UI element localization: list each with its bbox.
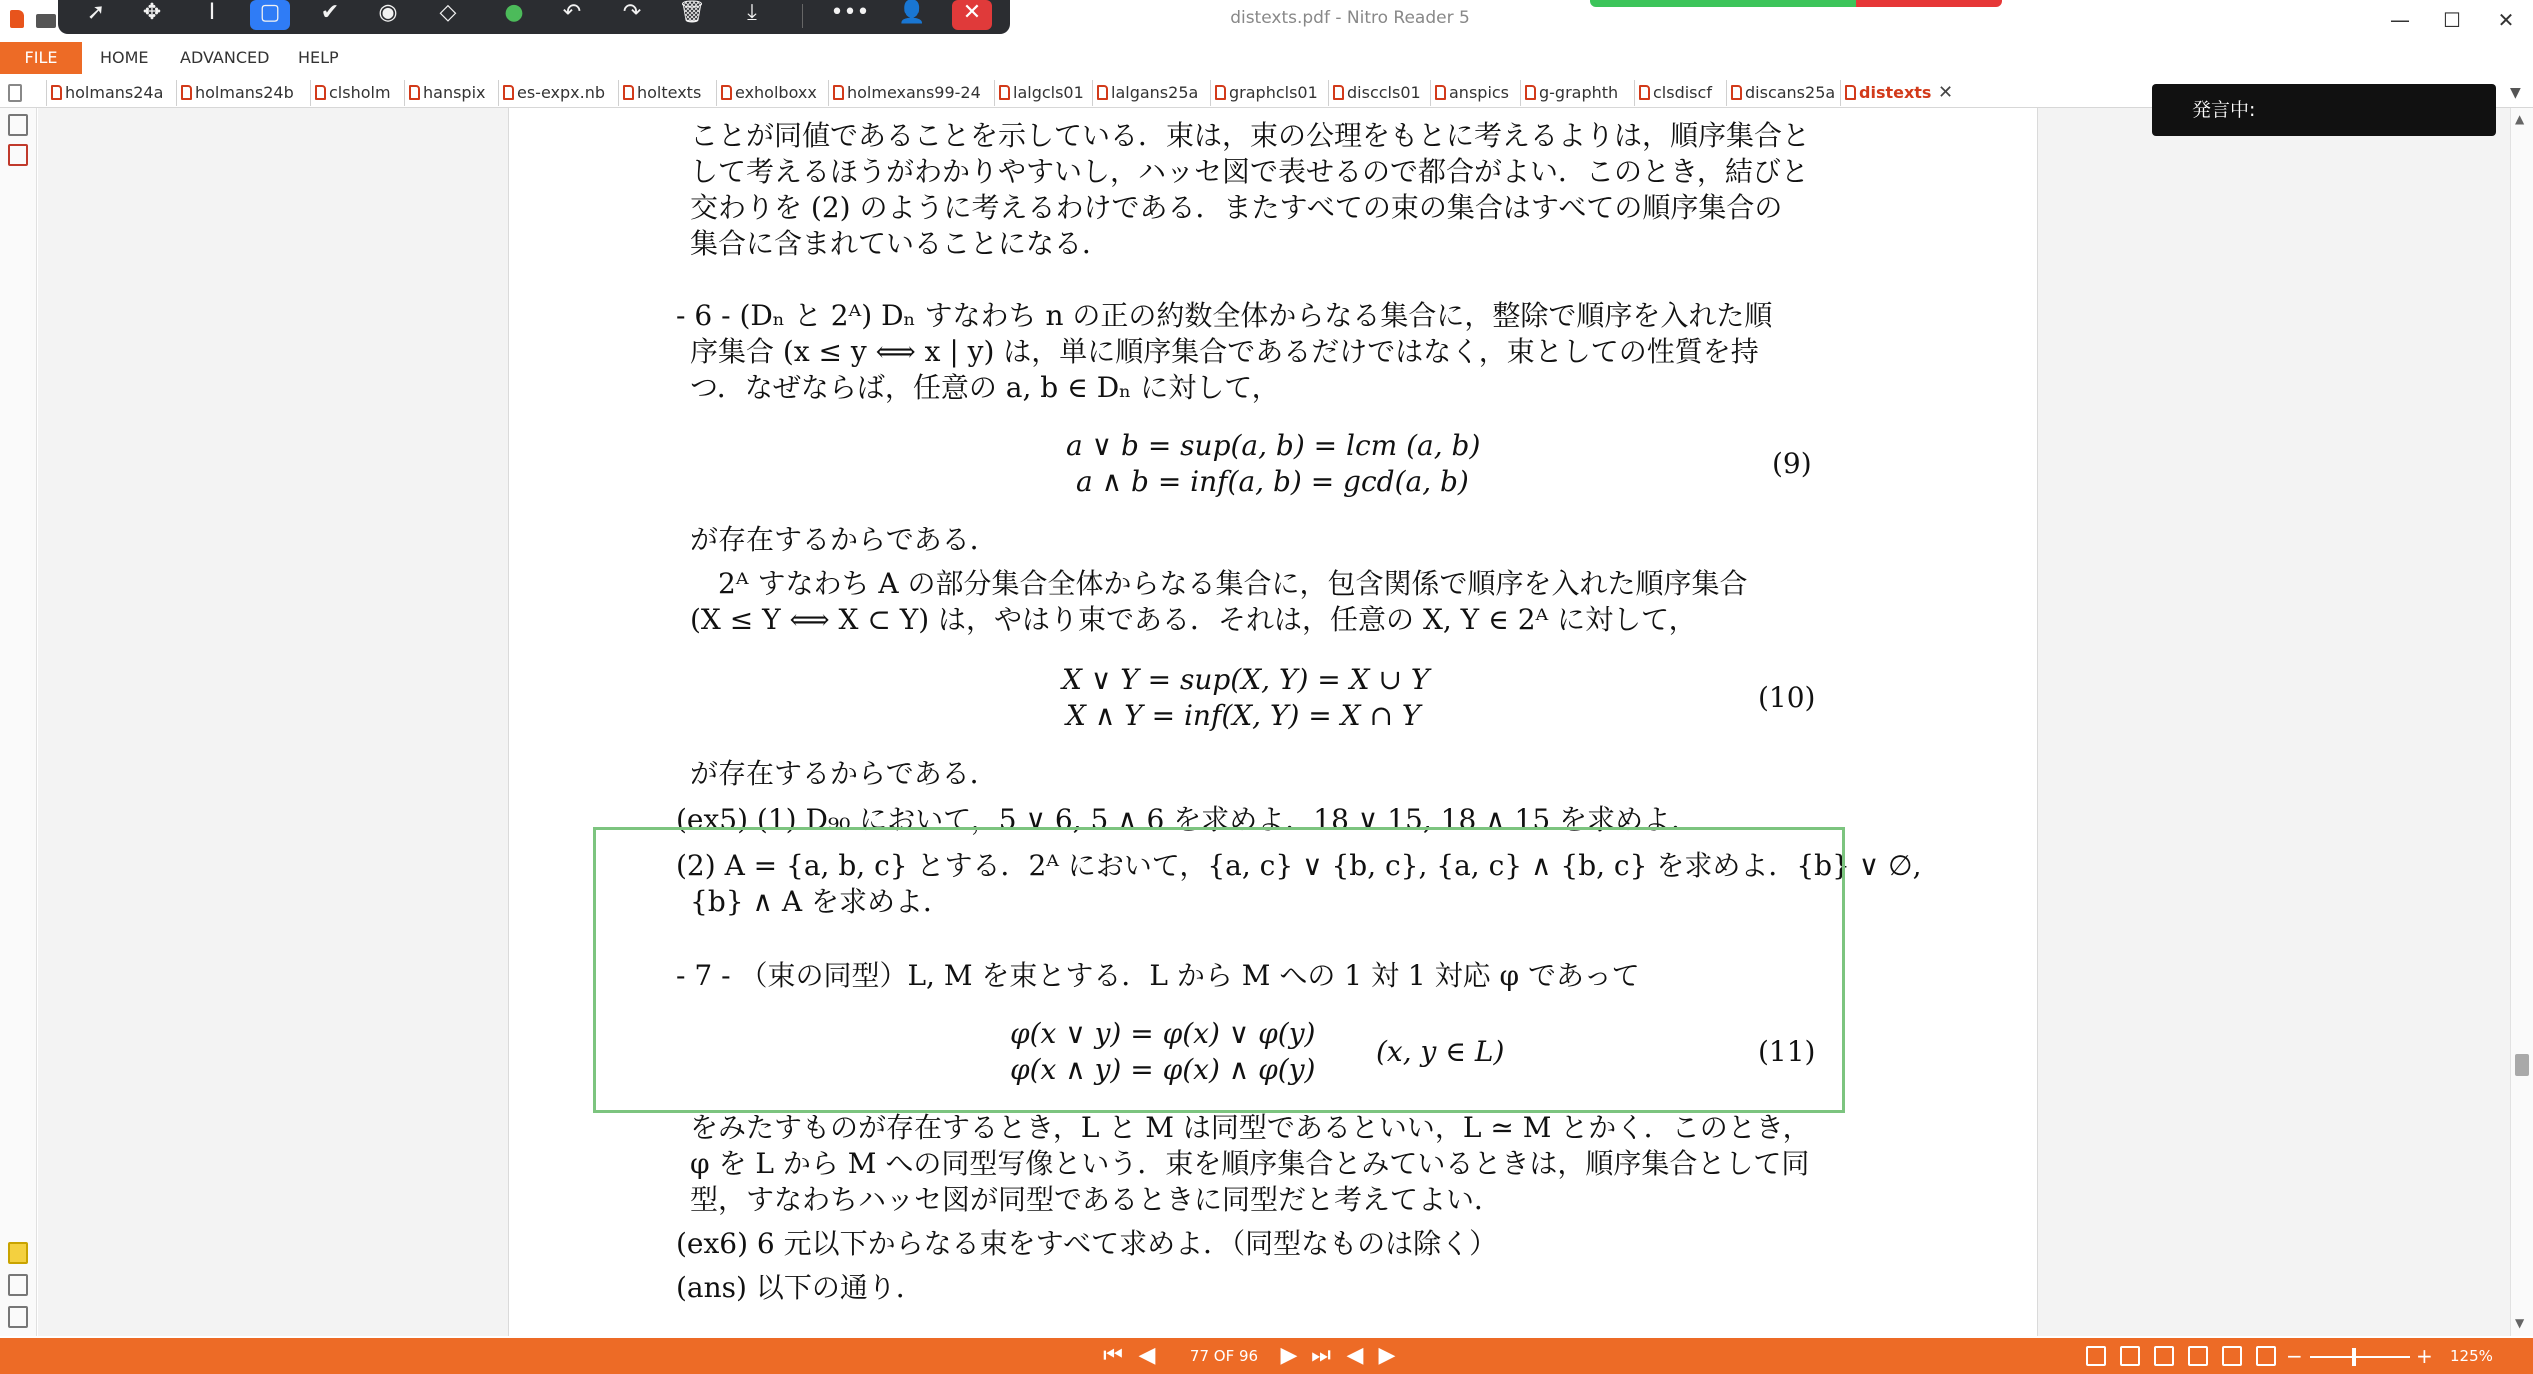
close-icon[interactable]: ✕ [952,0,992,30]
facing-continuous-view-icon[interactable] [2188,1346,2208,1366]
record-icon[interactable]: ◉ [378,0,398,25]
download-icon[interactable]: ⤓ [747,0,757,25]
menu-advanced[interactable]: ADVANCED [180,48,270,67]
select-icon[interactable]: ➚ [86,0,106,25]
pdf-icon [1639,85,1650,100]
recording-level-green [1590,0,1856,7]
eq11-line1: φ(x ∨ y) = φ(x) ∨ φ(y) [1010,1017,1316,1050]
tab-clsholm[interactable]: clsholm [310,80,391,106]
pdf-icon [1845,85,1856,100]
sec7-body-line3: 型，すなわちハッセ図が同型であるときに同型だと考えてよい． [690,1183,1503,1216]
recording-level-red [1856,0,2002,7]
last-page-icon[interactable]: ⏭ [1311,1343,1331,1368]
pdf-icon [1525,85,1536,100]
tab-clsdiscf[interactable]: clsdiscf [1634,80,1712,106]
page-thumbnails-icon[interactable] [8,114,28,136]
pdf-icon [833,85,844,100]
forward-view-icon[interactable]: ▶ [1378,1343,1396,1368]
scroll-up-icon[interactable]: ▲ [2515,112,2525,126]
ans-line: (ans) 以下の通り． [676,1271,924,1304]
tab-g-graphth[interactable]: g-graphth [1520,80,1618,106]
undo-icon[interactable]: ↶ [562,0,582,25]
after-eq9: が存在するからである． [690,523,998,556]
nitro-logo-icon [10,10,24,28]
redo-icon[interactable]: ↷ [622,0,642,25]
zoom-in-button[interactable]: + [2416,1344,2433,1368]
layers-icon[interactable] [8,1306,28,1328]
pdf-icon [1435,85,1446,100]
color-dot-icon[interactable]: ● [504,0,524,25]
sec6-line1: - 6 - (Dₙ と 2ᴬ) Dₙ すなわち n の正の約数全体からなる集合に，整除で順序を入れた順 [676,299,1773,332]
ex5-line3: {b} ∧ A を求めよ． [690,885,951,918]
status-bar [0,1338,2533,1374]
move-icon[interactable]: ✥ [142,0,162,25]
tab-distexts[interactable]: distexts [1840,80,1931,106]
sec7-body-line2: φ を L から M への同型写像という．束を順序集合とみているときは，順序集合として同 [690,1147,1810,1180]
tab-discans25a[interactable]: discans25a [1726,80,1835,106]
tab-holmexans99-24[interactable]: holmexans99-24 [828,80,981,106]
pdf-icon [1333,85,1344,100]
bookmarks-icon[interactable] [8,144,28,166]
close-button[interactable]: ✕ [2497,8,2515,32]
ex5-line1: (ex5) (1) D₉₀ において，5 ∨ 6, 5 ∧ 6 を求めよ．18 ∨ 15, 18 ∧ 15 を求めよ． [676,803,1700,836]
zoom-slider-track[interactable] [2310,1356,2410,1358]
sec7-heading: - 7 - （束の同型）L, M を束とする．L から M への 1 対 1 対応 φ であって [676,959,1640,992]
first-page-icon[interactable]: ⏮ [1103,1343,1123,1368]
more-icon[interactable]: ••• [830,0,870,25]
eq10-number: (10) [1758,681,1816,714]
trash-icon[interactable]: 🗑 [678,0,706,25]
tab-anspics[interactable]: anspics [1430,80,1509,106]
minimize-button[interactable]: — [2390,8,2410,32]
pdf-icon [181,85,192,100]
eq10-line2: X ∧ Y = inf(X, Y) = X ∩ Y [1066,699,1421,732]
page-indicator[interactable]: 77 OF 96 [1189,1347,1259,1365]
tab-close-icon[interactable]: ✕ [1938,82,1954,103]
menu-file[interactable]: FILE [0,42,82,74]
single-page-view-icon[interactable] [2086,1346,2106,1366]
tab-lalgcls01[interactable]: lalgcls01 [994,80,1084,106]
tab-hanspix[interactable]: hanspix [404,80,486,106]
sec6-line2: 序集合 (x ≤ y ⟺ x | y) は，単に順序集合であるだけではなく，束としての性質を持 [690,335,1759,368]
pdf-icon [409,85,420,100]
tab-holtexts[interactable]: holtexts [618,80,701,106]
pdf-icon [503,85,514,100]
ribbon-menu [0,42,2533,74]
tab-holmans24b[interactable]: holmans24b [176,80,294,106]
para2A-line2: (X ≤ Y ⟺ X ⊂ Y) は，やはり束である．それは，任意の X, Y ∈ 2ᴬ に対して， [690,603,1697,636]
tab-es-expx[interactable]: es-expx.nb [498,80,605,106]
para2A-line1: 2ᴬ すなわち A の部分集合全体からなる集合に，包含関係で順序を入れた順序集合 [718,567,1748,600]
para1-line2: して考えるほうがわかりやすいし，ハッセ図で表せるので都合がよい．このとき，結びと [690,155,1809,188]
check-icon[interactable]: ✔ [320,0,340,25]
continuous-view-icon[interactable] [2120,1346,2140,1366]
pdf-icon [1097,85,1108,100]
maximize-button[interactable]: ☐ [2443,8,2461,32]
window-title: distexts.pdf - Nitro Reader 5 [1230,8,1470,28]
menu-help[interactable]: HELP [298,48,339,67]
pdf-icon [1731,85,1742,100]
eq9-number: (9) [1772,447,1812,480]
ex6-line: (ex6) 6 元以下からなる束をすべて求めよ．（同型なものは除く） [676,1227,1498,1260]
sec6-line3: つ．なぜならば，任意の a, b ∈ Dₙ に対して， [690,371,1280,404]
toolbar-divider [802,4,803,28]
page-icon[interactable] [8,84,22,102]
para1-line1: ことが同値であることを示している．束は，束の公理をもとに考えるよりは，順序集合と [690,119,1811,152]
next-page-icon[interactable]: ▶ [1280,1343,1298,1368]
chevron-down-icon[interactable]: ▼ [2510,85,2521,101]
annotation-toolbar [58,0,1010,34]
tab-exholboxx[interactable]: exholboxx [716,80,817,106]
para1-line3: 交わりを (2) のように考えるわけである．またすべての束の集合はすべての順序集合の [690,191,1783,224]
tab-disccls01[interactable]: disccls01 [1328,80,1421,106]
tab-holmans24a[interactable]: holmans24a [46,80,163,106]
pdf-icon [623,85,634,100]
zoom-level[interactable]: 125% [2450,1347,2493,1365]
text-cursor-icon[interactable]: I [208,0,216,25]
tab-lalgans25a[interactable]: lalgans25a [1092,80,1198,106]
eraser-icon[interactable]: ◇ [439,0,457,25]
users-icon[interactable]: 👤 [898,0,926,25]
para1-line4: 集合に含まれていることになる． [690,227,1111,260]
zoom-out-button[interactable]: − [2286,1344,2303,1368]
pdf-icon [51,85,62,100]
eq10-line1: X ∨ Y = sup(X, Y) = X ∪ Y [1062,663,1430,696]
sec7-body-line1: をみたすものが存在するとき，L と M は同型であるといい，L ≃ M とかく．このとき， [690,1111,1811,1144]
eq9-line1: a ∨ b = sup(a, b) = lcm (a, b) [1066,429,1481,462]
vertical-scrollbar[interactable] [2510,108,2533,1336]
ex5-line2: (2) A = {a, b, c} とする．2ᴬ において，{a, c} ∨ {b, c}, {a, c} ∧ {b, c} を求めよ．{b} ∨ ∅, [676,849,1922,882]
rectangle-icon[interactable]: ▢ [250,0,290,30]
after-eq10: が存在するからである． [690,757,998,790]
eq11-line2: φ(x ∧ y) = φ(x) ∧ φ(y) [1010,1053,1316,1086]
attachments-icon[interactable] [8,1274,28,1296]
speaking-indicator: 発言中: [2152,84,2496,136]
back-view-icon[interactable]: ◀ [1346,1343,1364,1368]
previous-page-icon[interactable]: ◀ [1138,1343,1156,1368]
left-side-panel [0,108,37,1336]
folder-icon[interactable] [36,14,56,28]
facing-view-icon[interactable] [2154,1346,2174,1366]
scroll-down-icon[interactable]: ▼ [2515,1316,2525,1330]
pdf-icon [999,85,1010,100]
eq11-condition: (x, y ∈ L) [1376,1035,1505,1068]
scroll-thumb[interactable] [2515,1054,2529,1076]
comments-icon[interactable] [8,1242,28,1264]
menu-home[interactable]: HOME [100,48,149,67]
zoom-slider-handle[interactable] [2352,1348,2356,1366]
fit-width-icon[interactable] [2222,1346,2242,1366]
pdf-icon [721,85,732,100]
eq9-line2: a ∧ b = inf(a, b) = gcd(a, b) [1076,465,1469,498]
tab-graphcls01[interactable]: graphcls01 [1210,80,1318,106]
fullscreen-icon[interactable] [2256,1346,2276,1366]
eq11-number: (11) [1758,1035,1816,1068]
pdf-icon [315,85,326,100]
pdf-icon [1215,85,1226,100]
